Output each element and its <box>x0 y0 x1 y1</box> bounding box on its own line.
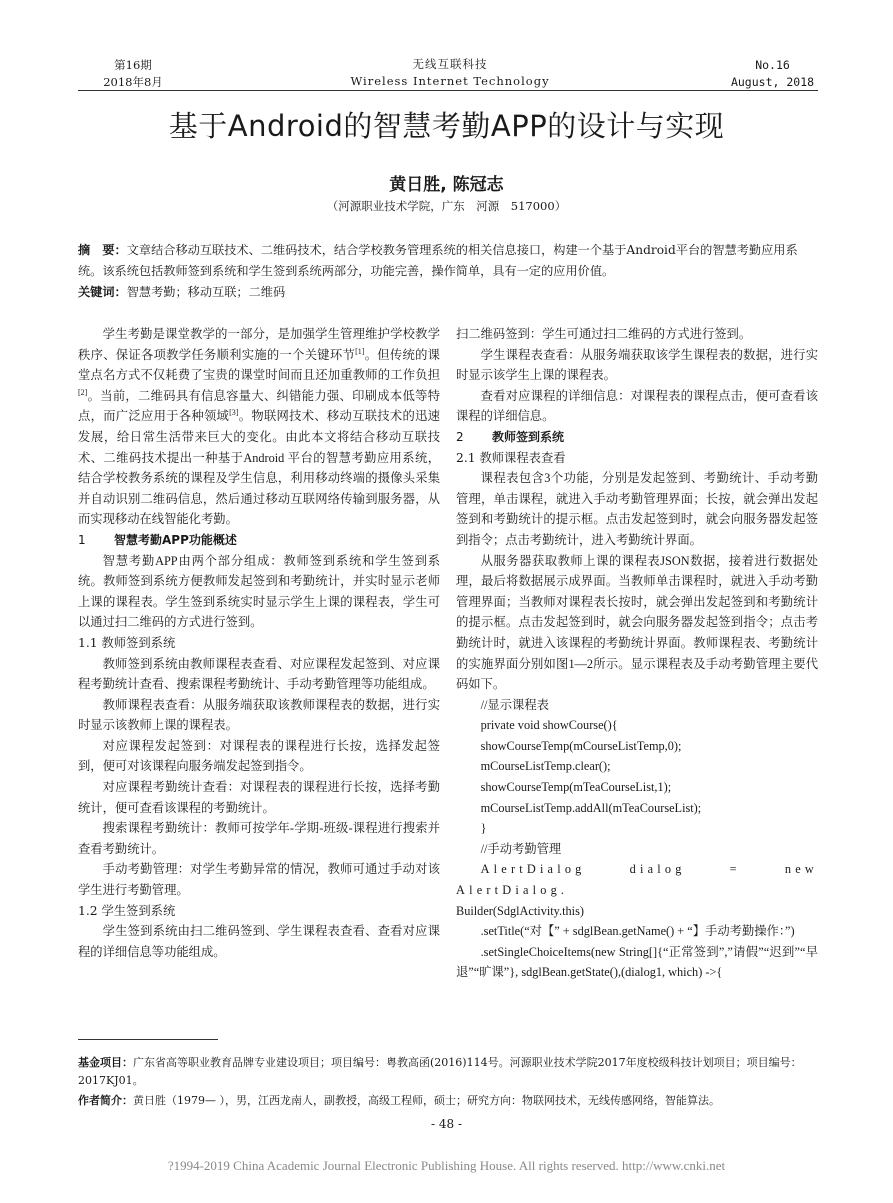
intro-paragraph: 学生考勤是课堂教学的一部分，是加强学生管理维护学校教学秩序、保证各项教学任务顺利实施的一个关键环节[1]。但传统的课堂点名方式不仅耗费了宝贵的课堂时间而且还加重教师的工作负担[2]。当前，二维码具有信息容量大、纠错能力强、印刷成本低等特点，而广泛应用于各种领域[3]。物联网技术、移动互联技术的迅速发展，给日常生活带来巨大的变化。由此本文将结合移动互联技术、二维码技术提出一种基于Android 平台的智慧考勤应用系统，结合学校教务系统的课程及学生信息，利用移动终端的摄像头采集并自动识别二维码信息，然后通过移动互联网络传输到服务器，从而实现移动在线智能化考勤。 <box>78 327 440 527</box>
page-number: - 48 - <box>430 1117 462 1131</box>
abstract-label: 摘 要： <box>78 243 127 257</box>
code-line: showCourseTemp(mCourseListTemp,0); <box>480 738 682 753</box>
code-line: .setSingleChoiceItems(new String[]{“正常签到”,”请假”“迟到”“早退”“旷课”}, sdglBean.getState(),(dialog1, which) ->{ <box>456 944 818 980</box>
issue-date: 2018年8月 <box>103 75 163 89</box>
paragraph: 手动考勤管理：对学生考勤异常的情况，教师可通过手动对该学生进行考勤管理。 <box>78 862 440 898</box>
code-line: showCourseTemp(mTeaCourseList,1); <box>480 780 672 795</box>
code-line: mCourseListTemp.clear(); <box>480 759 611 774</box>
left-column <box>78 324 440 962</box>
section-2-heading: 2 教师签到系统 <box>456 429 565 444</box>
paragraph: 教师签到系统由教师课程表查看、对应课程发起签到、对应课程考勤统计查看、搜索课程考勤统计、手动考勤管理等功能组成。 <box>78 656 440 692</box>
section-1-heading: 1 智慧考勤APP功能概述 <box>78 532 237 547</box>
citation-3[interactable]: [3] <box>229 408 239 418</box>
code-line: private void showCourse(){ <box>480 718 618 733</box>
code-line: //手动考勤管理 <box>480 841 562 856</box>
paragraph: 扫二维码签到：学生可通过扫二维码的方式进行签到。 <box>456 327 752 341</box>
issue-number: 第16期 <box>114 58 152 72</box>
paper-title: 基于Android的智慧考勤APP的设计与实现 <box>168 109 725 143</box>
footnote-divider <box>78 1039 218 1040</box>
copyright-line: ?1994-2019 China Academic Journal Electronic Publishing House. All rights reserved. http://www.cnki.net <box>167 1158 726 1173</box>
code-line: AlertDialog dialog = new AlertDialog. <box>456 862 818 898</box>
code-line: } <box>480 821 487 836</box>
citation-1[interactable]: [1] <box>355 346 365 356</box>
paragraph: 对应课程考勤统计查看：对课程表的课程进行长按，选择考勤统计，便可查看该课程的考勤统计。 <box>78 780 440 815</box>
code-line: //显示课程表 <box>480 697 549 712</box>
code-line: .setTitle(“对【” + sdglBean.getName() + “】手动考勤操作：”) <box>480 924 795 939</box>
author-bio-label: 作者简介： <box>78 1094 133 1107</box>
abstract <box>78 240 818 282</box>
abstract-text: 文章结合移动互联技术、二维码技术，结合学校教务管理系统的相关信息接口，构建一个基于Android平台的智慧考勤应用系统。该系统包括教师签到系统和学生签到系统两部分，功能完善，操作简单，具有一定的应用价值。 <box>78 243 798 278</box>
abstract-block <box>78 240 818 303</box>
affiliation: （河源职业技术学院，广东 河源 517000） <box>326 199 567 213</box>
keywords-text: 智慧考勤；移动互联；二维码 <box>126 285 286 299</box>
header-divider <box>78 90 818 91</box>
paragraph: 查看对应课程的详细信息：对课程表的课程点击，便可查看该课程的详细信息。 <box>456 388 818 424</box>
citation-2[interactable]: [2] <box>78 387 88 397</box>
code-line: mCourseListTemp.addAll(mTeaCourseList); <box>480 800 702 815</box>
author-note <box>78 1092 818 1110</box>
issue-number-en: No.16 <box>755 58 790 72</box>
section-1-paragraph: 智慧考勤APP由两个部分组成：教师签到系统和学生签到系统。教师签到系统方便教师发起签到和考勤统计，并实时显示老师上课的课程表。学生签到系统实时显示学生上课的课程表，学生可以通过扫二维码的方式进行签到。 <box>78 553 440 630</box>
section-1-2-heading: 1.2 学生签到系统 <box>78 903 176 918</box>
paragraph: 搜索课程考勤统计：教师可按学年-学期-班级-课程进行搜索并查看考勤统计。 <box>78 821 440 856</box>
paragraph: 从服务器获取教师上课的课程表JSON数据，接着进行数据处理，最后将数据展示成界面。当教师单击课程时，就进入手动考勤管理界面；当教师对课程表长按时，就会弹出发起签到和考勤统计的提示框。点击发起签到时，就会向服务器发起签到指令；点击考勤统计时，就进入该课程的考勤统计界面。教师课程表、考勤统计的实施界面分别如图1—2所示。显示课程表及手动考勤管理主要代码如下。 <box>456 553 818 692</box>
paragraph: 课程表包含3个功能，分别是发起签到、考勤统计、手动考勤管理，单击课程，就进入手动考勤管理界面；长按，就会弹出发起签到和考勤统计的提示框。点击发起签到时，就会向服务器发起签到指令；点击考勤统计，进入考勤统计界面。 <box>456 471 818 547</box>
section-1-1-heading: 1.1 教师签到系统 <box>78 635 176 650</box>
issue-info <box>78 57 188 91</box>
journal-name <box>300 56 600 90</box>
paragraph: 对应课程发起签到：对课程表的课程进行长按，选择发起签到，便可对该课程向服务端发起签到指令。 <box>78 738 440 774</box>
journal-name-en: Wireless Internet Technology <box>350 74 550 88</box>
paragraph: 学生签到系统由扫二维码签到、学生课程表查看、查看对应课程的详细信息等功能组成。 <box>78 924 440 959</box>
issue-info-en <box>715 57 830 91</box>
paragraph: 学生课程表查看：从服务端获取该学生课程表的数据，进行实时显示该学生上课的课程表。 <box>456 347 818 383</box>
paragraph: 教师课程表查看：从服务端获取该教师课程表的数据，进行实时显示该教师上课的课程表。 <box>78 697 440 733</box>
issue-date-en: August, 2018 <box>730 75 815 89</box>
authors: 黄日胜, 陈冠志 <box>389 175 504 195</box>
section-2-1-heading: 2.1 教师课程表查看 <box>456 450 566 465</box>
funding-text: 广东省高等职业教育品牌专业建设项目；项目编号：粤教高函(2016)114号。河源职业技术学院2017年度校级科技计划项目；项目编号：2017KJ01。 <box>78 1056 802 1087</box>
journal-name-cn: 无线互联科技 <box>412 57 488 71</box>
code-line: Builder(SdglActivity.this) <box>456 903 584 918</box>
keywords-label: 关键词： <box>78 285 127 299</box>
author-bio-text: 黄日胜（1979— ），男，江西龙南人，副教授，高级工程师，硕士；研究方向：物联网技术，无线传感网络，智能算法。 <box>133 1094 720 1107</box>
keywords <box>78 282 818 303</box>
funding-note <box>78 1054 818 1090</box>
funding-label: 基金项目： <box>78 1056 133 1069</box>
right-column <box>456 324 818 983</box>
